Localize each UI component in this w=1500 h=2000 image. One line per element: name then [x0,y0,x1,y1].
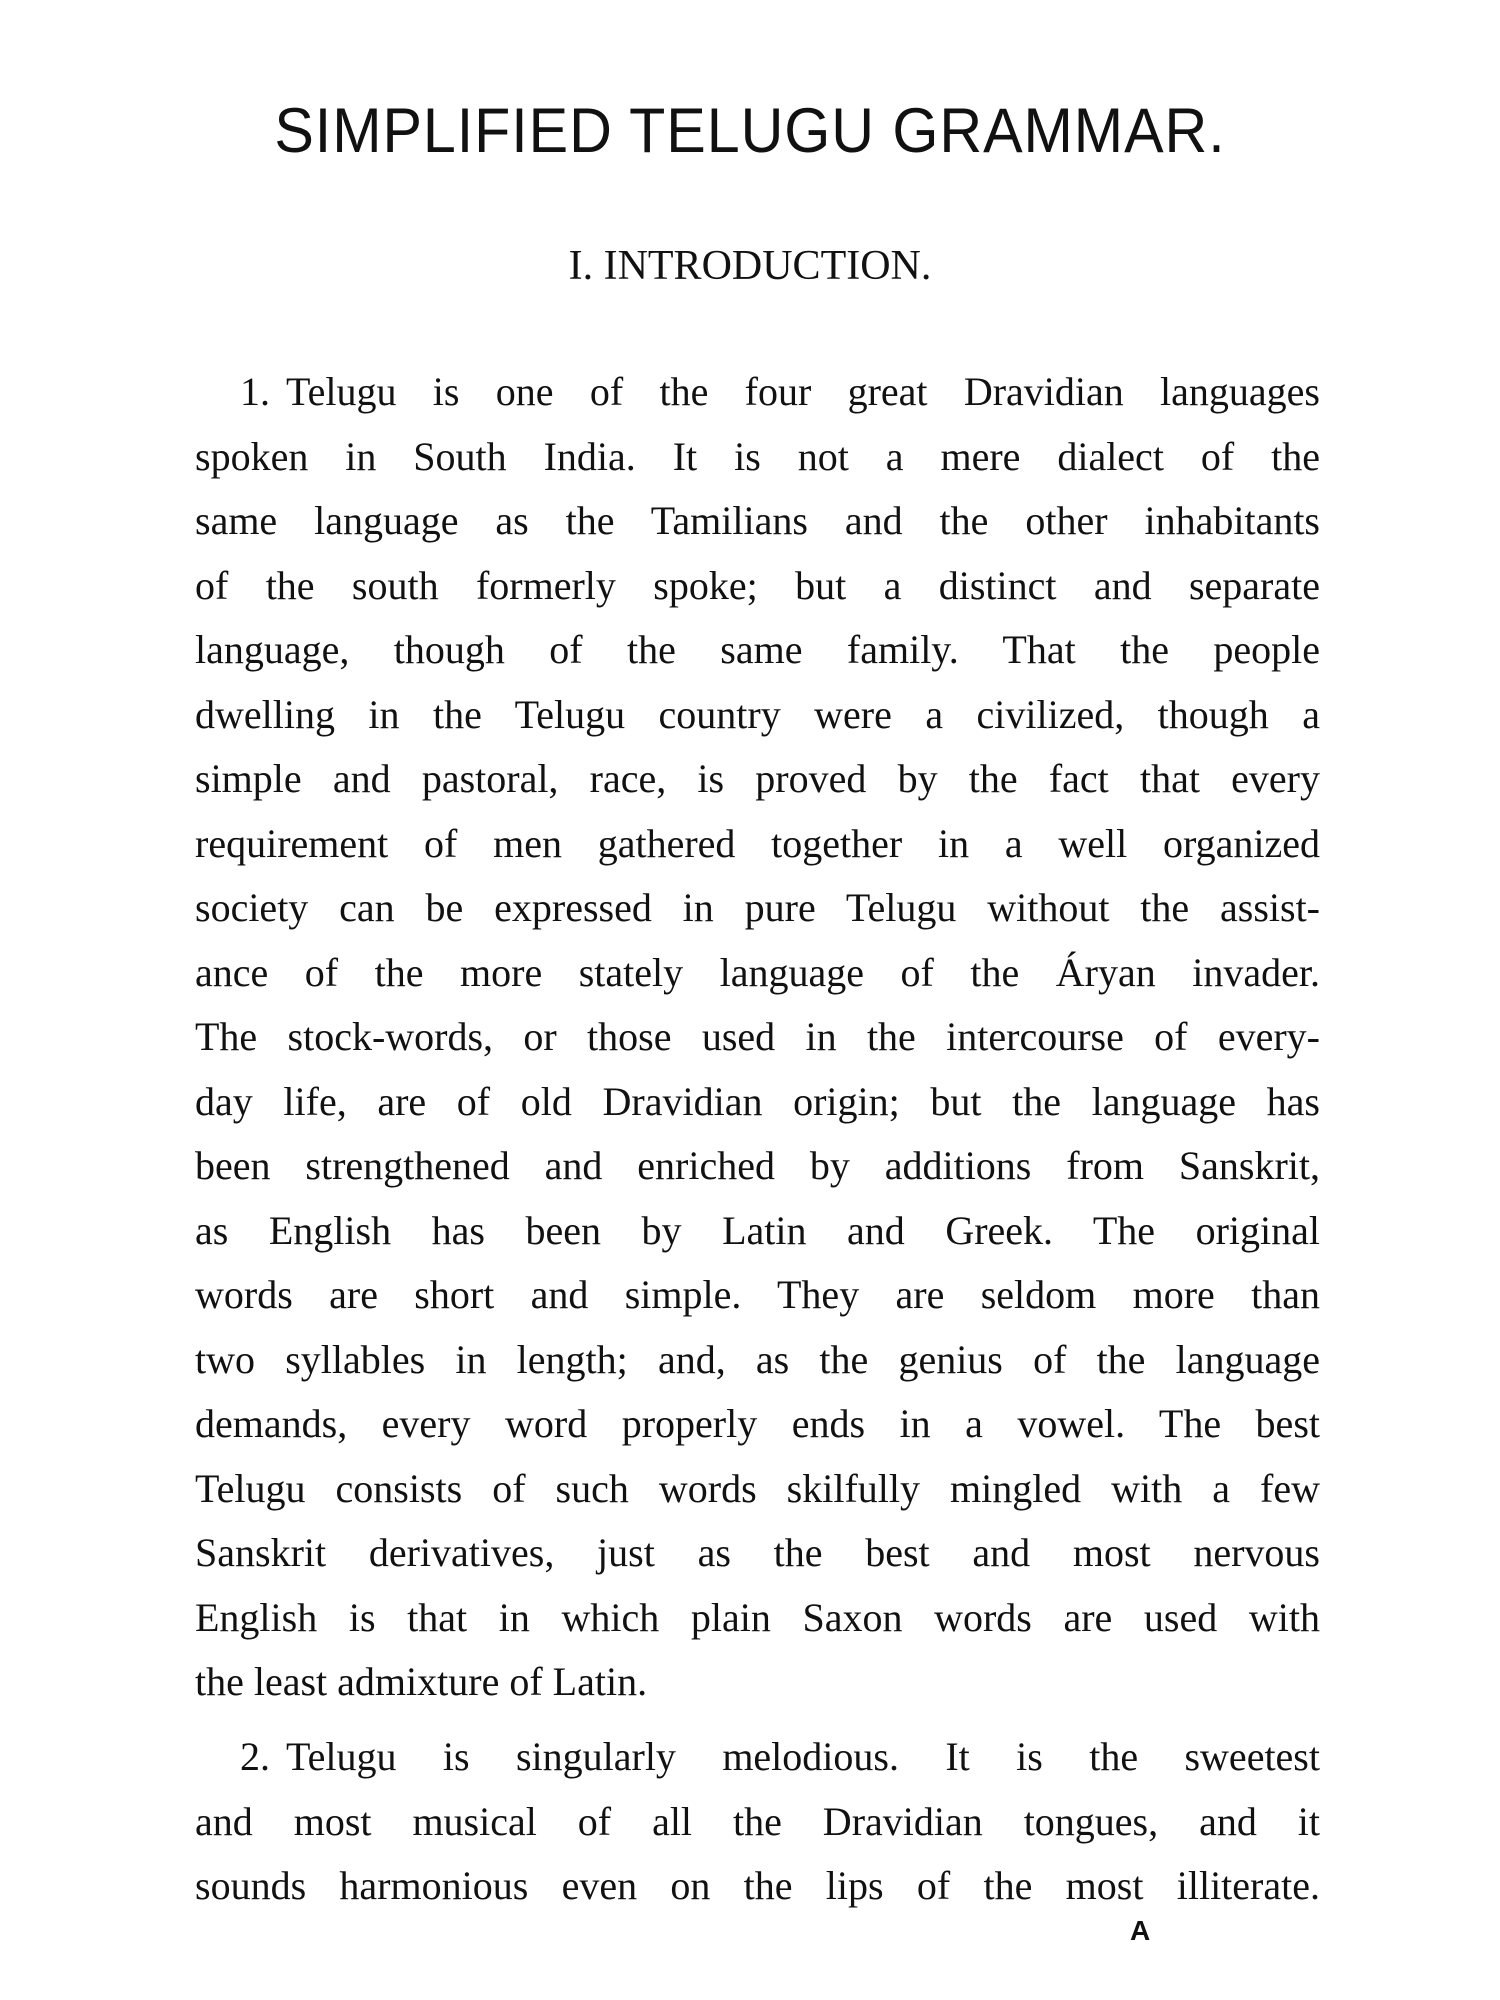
paragraph-1-line-12: day life, are of old Dravidian origin; but the language has [195,1078,1320,1124]
paragraph-1-line-7: simple and pastoral, race, is proved by the fact that every [195,756,1320,801]
paragraph-2-line-3: sounds harmonious even on the lips of the most illiterate. [195,1863,1320,1908]
paragraph-1-line-5: language, though of the same family. That the people [195,627,1320,672]
paragraph-1 [195,360,1320,1715]
paragraph-line-text: Telugu is singularly melodious. It is the sweetest [286,1734,1320,1779]
paragraph-1-line-1 [195,360,1320,425]
paragraph-2-line-1 [195,1725,1320,1790]
paragraph-2 [195,1725,1320,1919]
section-heading: I. INTRODUCTION. [568,243,932,289]
paragraph-number: 1. [240,369,270,414]
paragraph-1-line-17: demands, every word properly ends in a vowel. The best [195,1401,1320,1446]
paragraph-1-line-15: words are short and simple. They are seldom more than [195,1272,1320,1317]
paragraph-1-line-13: been strengthened and enriched by additions from Sanskrit, [195,1143,1320,1188]
paragraph-1-line-3: same language as the Tamilians and the other inhabitants [195,498,1320,543]
paragraph-1-line-21: the least admixture of Latin. [195,1659,648,1704]
paragraph-1-line-19: Sanskrit derivatives, just as the best and most nervous [195,1530,1320,1575]
paragraph-1-line-9: society can be expressed in pure Telugu without the assist- [195,885,1320,930]
page-title: SIMPLIFIED TELUGU GRAMMAR. [274,96,1226,166]
paragraph-1-line-16: two syllables in length; and, as the genius of the language [195,1336,1320,1382]
paragraph-1-line-6: dwelling in the Telugu country were a civilized, though a [195,691,1320,737]
paragraph-1-line-18: Telugu consists of such words skilfully mingled with a few [195,1465,1320,1511]
paragraph-line-text: Telugu is one of the four great Dravidian languages [286,369,1320,414]
paragraph-1-line-10: ance of the more stately language of the Áryan invader. [195,949,1320,995]
paragraph-2-line-2: and most musical of all the Dravidian tongues, and it [195,1798,1320,1844]
paragraph-1-line-4: of the south formerly spoke; but a distinct and separate [195,562,1320,608]
paragraph-1-line-2: spoken in South India. It is not a mere dialect of the [195,433,1320,479]
paragraph-number: 2. [240,1734,270,1779]
signature-mark: A [1130,1915,1151,1946]
paragraph-1-line-20: English is that in which plain Saxon words are used with [195,1594,1320,1640]
paragraph-1-line-14: as English has been by Latin and Greek. The original [195,1207,1320,1253]
paragraph-1-line-11: The stock-words, or those used in the intercourse of every- [195,1014,1320,1059]
paragraph-1-line-8: requirement of men gathered together in a well organized [195,820,1320,866]
